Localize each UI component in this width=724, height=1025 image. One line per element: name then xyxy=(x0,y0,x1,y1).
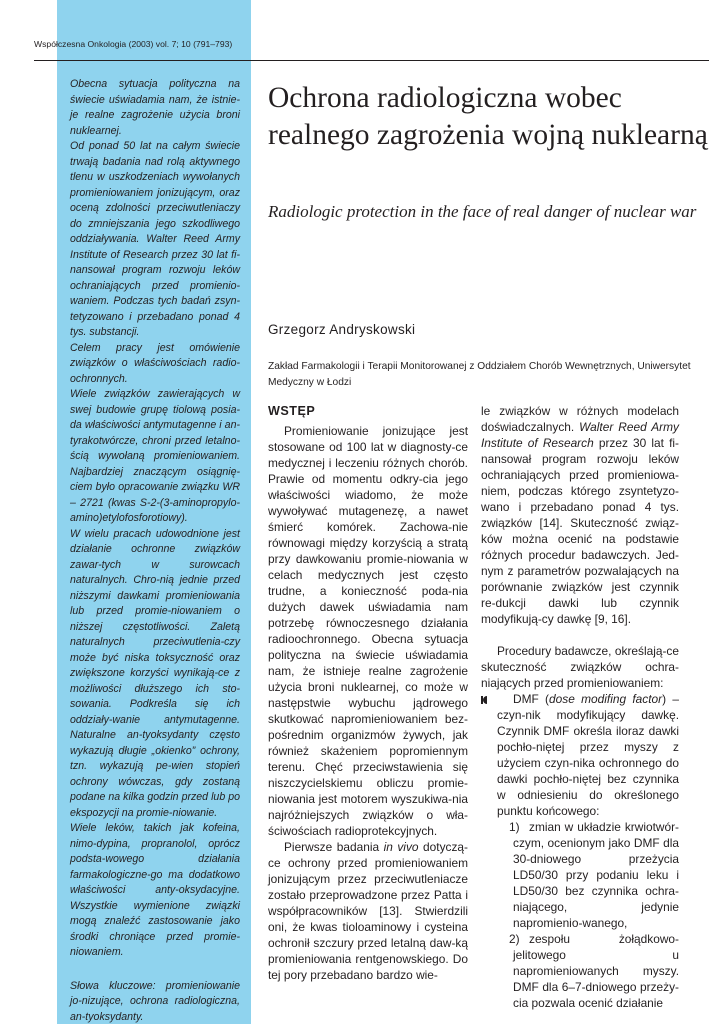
abstract-paragraph: Wiele leków, takich jak kofeina, nimo-dypina, propranolol, oprócz podsta-wowego działania farmakologiczne-go ma dodatkowo właściwości anty-oksydacyjne. Wszystkie wymienione związki mogą znaleźć zastosowanie jako środki chroniące przed promie-niowaniem. xyxy=(70,821,240,961)
section-heading: WSTĘP xyxy=(268,403,468,420)
abstract-block xyxy=(70,77,240,1025)
bullet-item-dmf xyxy=(481,691,679,819)
body-column-left xyxy=(268,403,468,983)
numbered-item xyxy=(481,819,679,931)
bullet-icon xyxy=(481,696,487,704)
author-name: Grzegorz Andryskowski xyxy=(268,322,415,337)
body-column-right xyxy=(481,403,679,1011)
abstract-keywords: Słowa kluczowe: promieniowanie jo-nizujące, ochrona radiologiczna, an-tyoksydanty. xyxy=(70,979,240,1025)
header-rule xyxy=(34,60,709,61)
abstract-paragraph: Obecna sytuacja polityczna na świecie uświadamia nam, że istnie-je realne zagrożenie użycia broni nuklearnej. xyxy=(70,77,240,139)
article-subtitle: Radiologic protection in the face of real danger of nuclear war xyxy=(268,198,708,225)
body-paragraph: Promieniowanie jonizujące jest stosowane od 100 lat w diagnosty-ce medycznej i leczeniu różnych chorób. Prawie od momentu odkry-cia jego właściwości wiadomo, że może wywoływać mutagenezę, a nawet śmierć komórek. Zachowa-nie równowagi między korzyścią a stratą przy dawkowaniu promie-niowania w celach medycznych jest często trudne, a konieczność poda-nia dużych dawek uświadamia nam potrzebę równoczesnego działania radioochronnego. Obecna sytuacja polityczna na świecie uświadamia nam, że istnieje realne zagrożenie użycia broni nuklearnej, co może w następstwie wybuchu jądrowego skutkować napromieniowaniem bez-pośrednim organizmów żywych, jak również skażeniem popromiennym terenu. Chęć przeciwstawienia się niszczycielskiemu obliczu promie-niowania jest motorem wyszukiwa-nia najróżniejszych związków o wła-ściwościach radioprotekcyjnych. xyxy=(268,423,468,839)
body-text: dotyczą-ce ochrony przed promieniowaniem jonizującym przez przeciwutleniacze zostało przeprowadzone przez Patta i współpracowników [13]. Stwierdzili oni, że kwas tioloaminowy i cysteina ochronił szczury przed letalną daw-ką promieniowania rentgenowskiego. Do tej pory przebadano bardzo wie- xyxy=(268,840,468,982)
body-text: ) – czyn-nik modyfikujący dawkę. Czynnik DMF określa iloraz dawki pochło-niętej przez myszy z użyciem czyn-nika ochronnego do dawki pochło-niętej bez czynnika w odniesieniu do określonego punktu końcowego: xyxy=(497,692,679,818)
item-number: 2) xyxy=(493,931,520,947)
body-text: przez 30 lat fi-nansował program rozwoju leków ochraniających przed promieniowa-niem, podczas którego zsyntetyzo-wano i przebadano ponad 4 tys. związków [14]. Skuteczność związ-ków można ocenić na podstawie różnych procedur badawczych. Jed-nym z parametrów pozwalających na porównanie związków jest czynnik re-dukcji dawki lub czynnik modyfikują-cy dawkę [9, 16]. xyxy=(481,436,679,626)
abstract-paragraph: Od ponad 50 lat na całym świecie trwają badania nad rolą aktywnego tlenu w uszkodzeniach wywołanych promieniowaniem jonizującym, oraz oceną zdolności przeciwutleniaczy do zmniejszania jego szkodliwego oddziaływania. Walter Reed Army Institute of Research przez 30 lat fi-nansował program rozwoju leków ochraniających przed promienio-waniem. Podczas tych badań zsyn-tetyzowano i przebadano ponad 4 tys. substancji. xyxy=(70,139,240,341)
body-text-italic: Walter Reed Army Institute of Research xyxy=(481,420,679,450)
item-text: zespołu żołądkowo-jelitowego u napromieniowanych myszy. DMF dla 6–7-dniowego przeży-cia pozwala ocenić działanie xyxy=(513,932,679,1010)
numbered-item xyxy=(481,931,679,1011)
body-text: DMF ( xyxy=(513,692,549,706)
item-text: zmian w układzie krwiotwór-czym, ocenionym jako DMF dla 30-dniowego przeżycia LD50/30 przy podaniu leku i LD50/30 bez czynnika ochra-niającego, jedynie napromienio-wanego, xyxy=(513,820,679,930)
abstract-paragraph: Celem pracy jest omówienie związków o właściwościach radio-ochronnych. xyxy=(70,341,240,388)
item-number: 1) xyxy=(493,819,520,835)
abstract-paragraph: W wielu pracach udowodnione jest działanie ochronne związków zawar-tych w surowcach naturalnych. Chro-nią jednie przed niższymi dawkami promieniowania lub przed promie-niowaniem o niższej częstotliwości. Zaletą naturalnych przeciwutlenia-czy może być niska toksyczność oraz zwiększone korzyści wynikają-ce z możliwości dłuższego ich sto-sowania. Podkreśla się ich oddziały-wanie antymutagenne. Naturalne an-tyoksydanty często wykazują długie „okienko” ochrony, tzn. wykazują pe-wien stopień ochrony wówczas, gdy zostaną podane na kilka godzin przed lub po ekspozycji na promie-niowanie. xyxy=(70,527,240,822)
journal-citation: Współczesna Onkologia (2003) vol. 7; 10 (791–793) xyxy=(34,39,714,49)
body-paragraph xyxy=(481,403,679,627)
body-text: Pierwsze badania xyxy=(284,840,384,854)
body-text: le związków w różnych modelach doświadczalnych. xyxy=(481,404,679,434)
abstract-paragraph: Wiele związków zawierających w swej budowie grupę tiolową posia-da właściwości antymutagenne i an-tyrakotwórcze, chroni przed letalno-ścią wywołaną promieniowaniem. Najbardziej znaczącym osiągnię-ciem było opracowanie związku WR – 2721 (kwas S-2-(3-aminopropylo-amino)etylofosforotiowy). xyxy=(70,387,240,527)
body-paragraph: Procedury badawcze, określają-ce skuteczność związków ochra-niających przed promieniowaniem: xyxy=(481,643,679,691)
body-text-italic: in vivo xyxy=(384,840,419,854)
article-title: Ochrona radiologiczna wobec realnego zagrożenia wojną nuklearną xyxy=(268,80,708,154)
body-paragraph xyxy=(268,839,468,983)
body-text-italic: dose modifing factor xyxy=(549,692,662,706)
author-affiliation: Zakład Farmakologii i Terapii Monitorowanej z Oddziałem Chorób Wewnętrznych, Uniwersytet Medyczny w Łodzi xyxy=(268,359,708,390)
